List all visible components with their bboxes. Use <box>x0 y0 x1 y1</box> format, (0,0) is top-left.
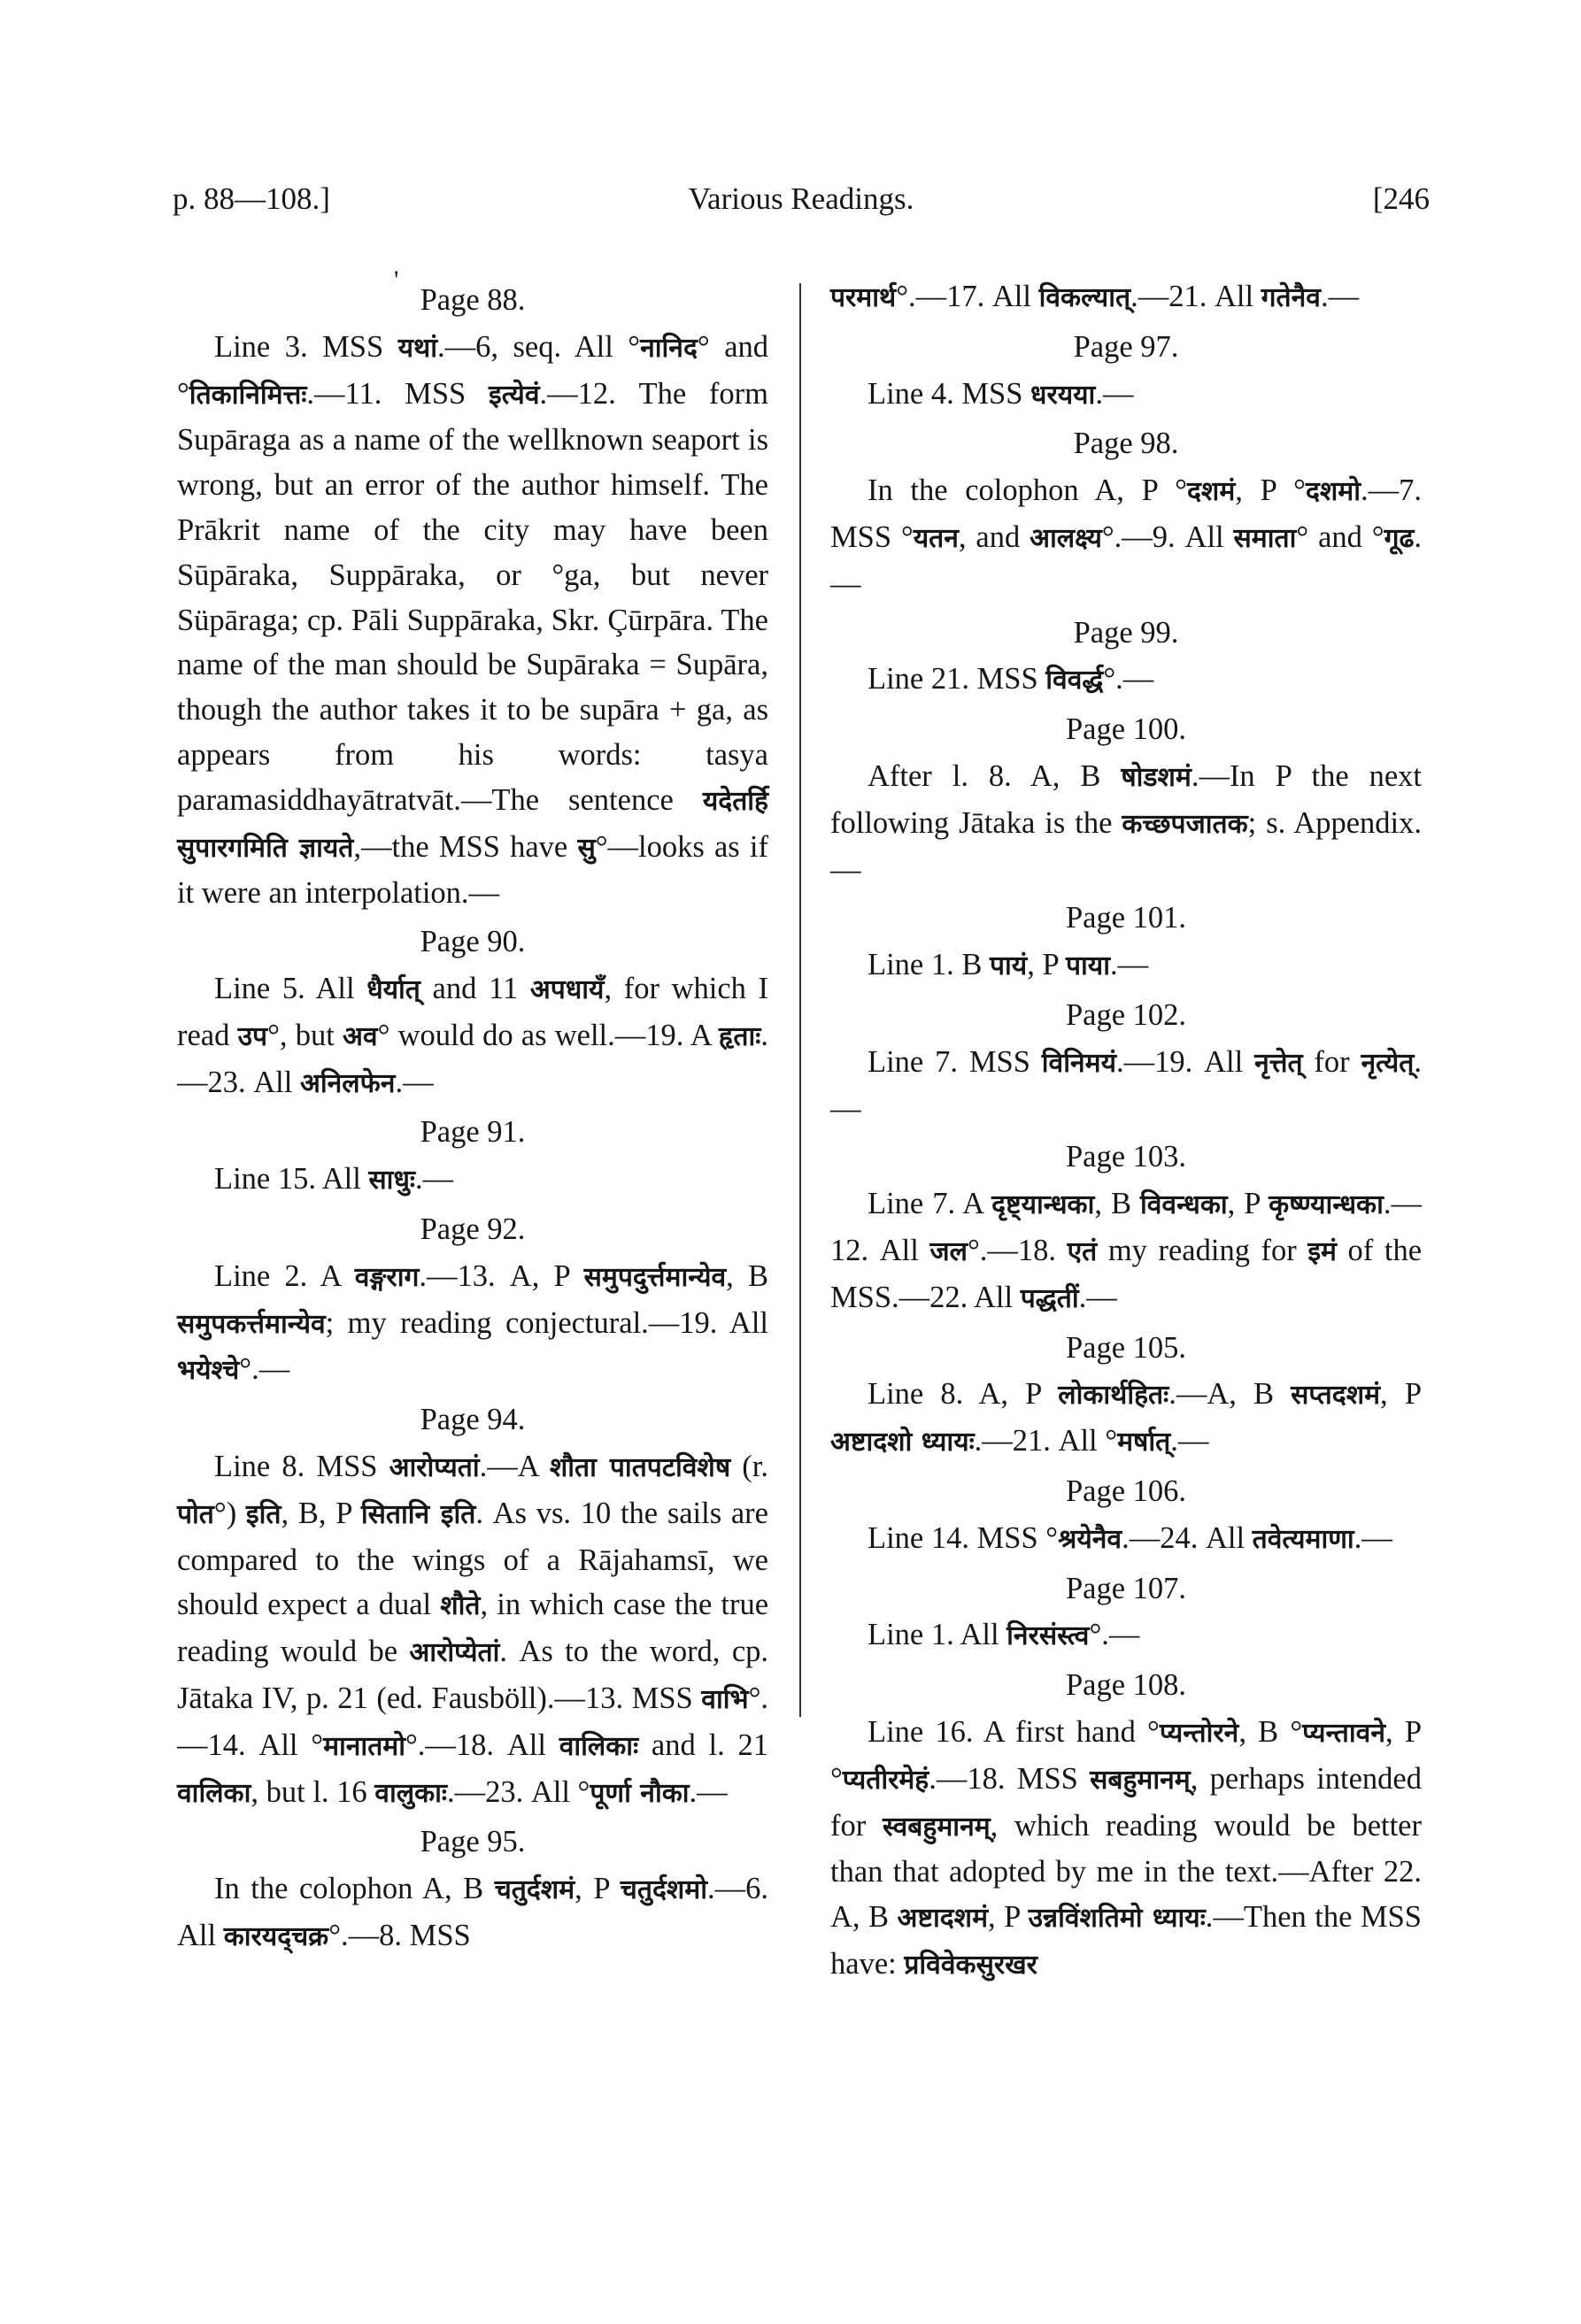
sanskrit-reading: विनिमयं <box>1041 1047 1116 1079</box>
sanskrit-reading: स्वबहुमानम् <box>882 1811 991 1843</box>
sanskrit-reading: साधुः <box>368 1165 415 1197</box>
section-heading: Page 95. <box>420 1825 526 1859</box>
sanskrit-reading: तवेत्यमाणा <box>1252 1523 1354 1555</box>
section-heading: Page 98. <box>1073 427 1179 461</box>
sanskrit-reading: प्यन्तोरने <box>1159 1717 1239 1749</box>
sanskrit-reading: चतुर्दशमो <box>620 1874 707 1906</box>
reading-entry: Line 14. MSS °श्रयेनैव.—24. All तवेत्यमाणा.— <box>868 1520 1392 1555</box>
sanskrit-reading: आलक्ष्य <box>1030 522 1102 554</box>
sanskrit-reading: समुपकर्त्तमान्येव <box>177 1308 326 1340</box>
sanskrit-reading: धैर्यात् <box>366 973 420 1005</box>
section-heading: Page 88. <box>420 283 526 317</box>
sanskrit-reading: विवन्धका <box>1139 1189 1228 1221</box>
reading-entry: After l. 8. A, B षोडशमं.—In P the next following Jātaka is the कच्छपजातक; s. Appendix.— <box>830 758 1422 887</box>
sanskrit-reading: एतं <box>1067 1235 1098 1267</box>
sanskrit-reading: जल <box>929 1235 968 1267</box>
sanskrit-reading: सितानि इति <box>360 1498 476 1530</box>
sanskrit-reading: दशमं <box>1186 476 1236 508</box>
sanskrit-reading: समुपदुर्त्तमान्येव <box>583 1261 727 1293</box>
section-heading: Page 107. <box>1065 1571 1187 1605</box>
sanskrit-reading: उप <box>237 1020 268 1052</box>
column-divider <box>799 283 801 1717</box>
section-heading: Page 108. <box>1065 1668 1187 1703</box>
section-heading: Page 94. <box>420 1403 526 1437</box>
section-heading: Page 106. <box>1065 1474 1187 1508</box>
sanskrit-reading: मर्षात् <box>1117 1427 1171 1458</box>
section-heading: Page 92. <box>420 1212 526 1246</box>
sanskrit-reading: दशमो <box>1305 476 1361 508</box>
reading-entry: Line 2. A वङ्गराग.—13. A, P समुपदुर्त्तमान्येव, B समुपकर्त्तमान्येव; my reading conjectural.—19. All भयेश्चे°.— <box>177 1258 768 1387</box>
sanskrit-reading: विकल्यात् <box>1038 282 1131 313</box>
sanskrit-reading: नानिद <box>640 332 698 364</box>
reading-entry: In the colophon A, B चतुर्दशमं, P चतुर्दशमो.—6. All कारयद्चक्र°.—8. MSS <box>177 1872 768 1952</box>
sanskrit-reading: उन्नविंशतिमो ध्यायः <box>1028 1903 1206 1935</box>
sanskrit-reading: गूढ <box>1384 522 1415 554</box>
reading-entry: In the colophon A, P °दशमं, P °दशमो.—7. MSS °यतन, and आलक्ष्य°.—9. All समाता° and °गूढ.— <box>830 473 1422 601</box>
section-heading: Page 90. <box>420 925 526 959</box>
section-heading: Page 102. <box>1065 997 1187 1032</box>
sanskrit-reading: हृताः <box>718 1020 761 1052</box>
sanskrit-reading: यतन <box>913 522 959 554</box>
sanskrit-reading: इति <box>245 1498 281 1530</box>
sanskrit-reading: पूर्णा नौका <box>590 1777 690 1809</box>
sanskrit-reading: अपधायँ <box>529 973 605 1005</box>
sanskrit-reading: पायं <box>989 950 1028 982</box>
sanskrit-reading: अष्टादशमं <box>897 1903 989 1935</box>
sanskrit-reading: वालिका <box>177 1777 251 1809</box>
sanskrit-reading: प्यन्तावने <box>1302 1717 1385 1749</box>
sanskrit-reading: सु <box>577 832 596 864</box>
reading-entry: Line 4. MSS धरयया.— <box>868 376 1134 411</box>
header-page-number: [246 <box>1372 181 1430 216</box>
sanskrit-reading: मानातमो <box>323 1730 406 1762</box>
sanskrit-reading: आरोप्यतां <box>389 1451 480 1483</box>
sanskrit-reading: सबहुमानम् <box>1090 1764 1191 1796</box>
sanskrit-reading: कारयद्चक्र <box>223 1920 329 1952</box>
sanskrit-reading: परमार्थ <box>830 282 897 313</box>
header-page-range: p. 88—108.] <box>173 181 330 216</box>
sanskrit-reading: आरोप्येतां <box>409 1637 500 1669</box>
sanskrit-reading: नृत्येत् <box>1361 1047 1415 1079</box>
sanskrit-reading: षोडशमं <box>1121 761 1192 793</box>
section-heading: Page 91. <box>420 1115 526 1150</box>
section-heading: Page 103. <box>1065 1140 1187 1174</box>
reading-entry: Line 8. A, P लोकार्थहितः.—A, B सप्तदशमं, P अष्टादशो ध्यायः.—21. All °मर्षात्.— <box>830 1377 1423 1458</box>
sanskrit-reading: नृत्तेत् <box>1254 1047 1303 1079</box>
sanskrit-reading: अनिलफेन <box>299 1067 396 1099</box>
sanskrit-reading: यदेतर्हि सुपारगमिति ज्ञायते <box>177 785 768 864</box>
section-heading: Page 99. <box>1073 615 1179 650</box>
sanskrit-reading: वालुकाः <box>374 1777 447 1809</box>
sanskrit-reading: दृष्ट्यान्धका <box>991 1189 1095 1221</box>
print-mark: ' <box>394 265 399 295</box>
header-title: Various Readings. <box>688 181 914 216</box>
sanskrit-reading: वालिकाः <box>559 1730 639 1762</box>
reading-entry: परमार्थ°.—17. All विकल्यात्.—21. All गतेनैव.— <box>830 280 1360 313</box>
sanskrit-reading: समाता <box>1233 522 1297 554</box>
sanskrit-reading: शौता पातपटविशेष <box>549 1451 731 1483</box>
section-heading: Page 101. <box>1065 901 1187 935</box>
reading-entry: Line 3. MSS यथां.—6, seq. All °नानिद° and °तिकानिमित्तः.—11. MSS इत्येवं.—12. The form Supāraga as a name of the wellknown seaport is wrong, but an error of the author himself. The Prākrit name of the city may have been Sūpāraka, Suppāraka, or °ga, but never Süpāraga; cp. Pāli Suppāraka, Skr. Çūrpāra. The name of the man should be Supāraka = Supāra, though the author takes it to be supāra + ga, as appears from his words: tasya paramasiddhayātratvāt.—The sentence यदेतर्हि सुपारगमिति ज्ञायते,—the MSS have सु°—looks as if it were an interpolation.— <box>177 329 769 911</box>
sanskrit-reading: धरयया <box>1030 379 1096 411</box>
reading-entry: Line 1. All निरसंस्त्व°.— <box>868 1618 1140 1652</box>
sanskrit-reading: कृष्ण्यान्धका <box>1269 1189 1384 1221</box>
reading-entry: Line 7. MSS विनिमयं.—19. All नृत्तेत् for नृत्येत्.— <box>830 1044 1422 1126</box>
sanskrit-reading: पद्धतीं <box>1020 1282 1079 1314</box>
section-heading: Page 105. <box>1065 1330 1187 1365</box>
sanskrit-reading: प्रविवेकसुरखर <box>904 1949 1037 1981</box>
sanskrit-reading: भयेश्चे <box>177 1355 240 1387</box>
sanskrit-reading: गतेनैव <box>1261 282 1321 313</box>
reading-entry: Line 16. A first hand °प्यन्तोरने, B °प्यन्तावने, P °प्यतीरमेहं.—18. MSS सबहुमानम्, perhaps intended for स्वबहुमानम्, which reading would be better than that adopted by me in the text.—After 22. A, B अष्टादशमं, P उन्नविंशतिमो ध्यायः.—Then the MSS have: प्रविवेकसुरखर <box>830 1714 1423 1981</box>
left-column <box>177 274 768 1964</box>
sanskrit-reading: इत्येवं <box>488 379 540 411</box>
sanskrit-reading: यथां <box>397 332 437 364</box>
sanskrit-reading: निरसंस्त्व <box>1006 1620 1090 1652</box>
sanskrit-reading: अव <box>343 1020 378 1052</box>
sanskrit-reading: कच्छपजातक <box>1122 808 1248 840</box>
sanskrit-reading: पाया <box>1066 950 1110 982</box>
sanskrit-reading: वाभि <box>701 1683 749 1715</box>
sanskrit-reading: सप्तदशमं <box>1291 1380 1381 1412</box>
sanskrit-reading: इमं <box>1307 1235 1337 1267</box>
reading-entry: Line 7. A दृष्ट्यान्धका, B विवन्धका, P कृष्ण्यान्धका.—12. All जल°.—18. एतं my reading for इमं of the MSS.—22. All पद्धतीं.— <box>830 1187 1423 1314</box>
reading-entry: Line 15. All साधुः.— <box>214 1162 454 1197</box>
reading-entry: Line 5. All धैर्यात् and 11 अपधायँ, for which I read उप°, but अव° would do as well.—19. A हृताः.—23. All अनिलफेन.— <box>177 971 769 1099</box>
sanskrit-reading: प्यतीरमेहं <box>842 1764 929 1796</box>
sanskrit-reading: विवर्द्ध <box>1045 665 1104 696</box>
section-heading: Page 100. <box>1065 712 1187 747</box>
sanskrit-reading: अष्टादशो ध्यायः <box>830 1427 975 1458</box>
reading-entry: Line 1. B पायं, P पाया.— <box>868 948 1149 982</box>
sanskrit-reading: शौते <box>440 1590 481 1622</box>
section-heading: Page 97. <box>1073 329 1179 364</box>
sanskrit-reading: पोत <box>177 1498 214 1530</box>
reading-entry: Line 21. MSS विवर्द्ध°.— <box>868 662 1154 696</box>
right-column <box>830 274 1422 1992</box>
running-header <box>173 181 1430 235</box>
sanskrit-reading: लोकार्थहितः <box>1058 1380 1169 1412</box>
sanskrit-reading: तिकानिमित्तः <box>189 379 307 411</box>
reading-entry: Line 8. MSS आरोप्यतां.—A शौता पातपटविशेष (r. पोत°) इति, B, P सितानि इति. As vs. 10 the sails are compared to the wings of a Rājahamsī, we should expect a dual शौते, in which case the true reading would be आरोप्येतां. As to the word, cp. Jātaka IV, p. 21 (ed. Fausböll).—13. MSS वाभि°.—14. All °मानातमो°.—18. All वालिकाः and l. 21 वालिका, but l. 16 वालुकाः.—23. All °पूर्णा नौका.— <box>177 1449 769 1809</box>
sanskrit-reading: वङ्गराग <box>354 1261 420 1293</box>
sanskrit-reading: चतुर्दशमं <box>494 1874 575 1906</box>
sanskrit-reading: श्रयेनैव <box>1058 1523 1122 1555</box>
